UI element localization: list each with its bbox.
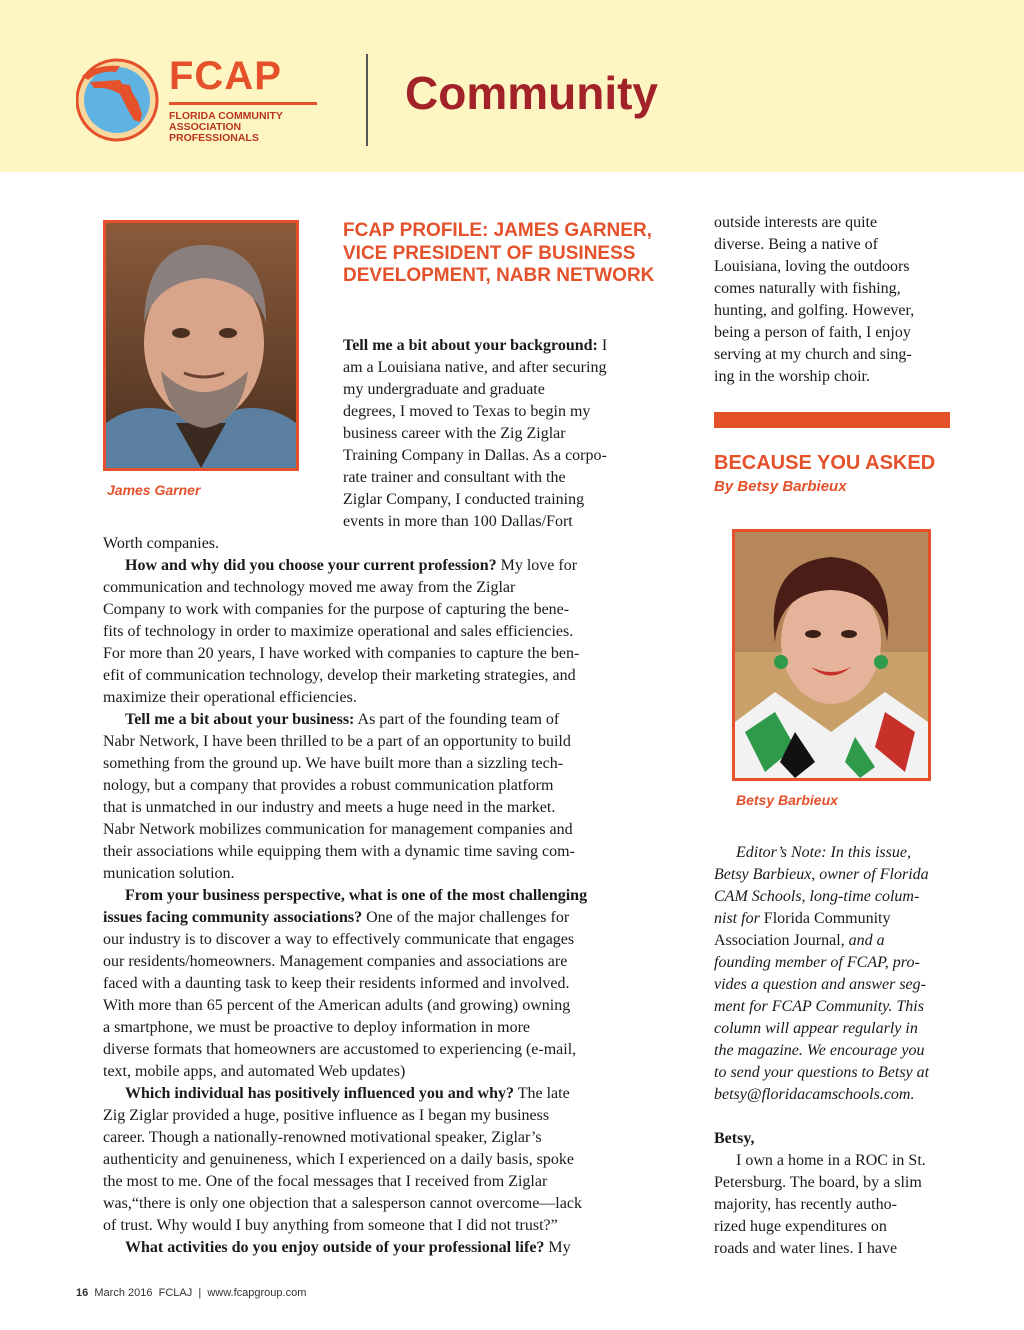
body-text: , and a [840, 932, 885, 949]
body-text: our industry is to discover a way to effectively communicate that engages [103, 931, 575, 948]
question-text: Tell me a bit about your business: [125, 711, 355, 728]
text-line [103, 1237, 663, 1259]
text-line [103, 1083, 663, 1105]
body-text: Nabr Network mobilizes communication for management companies and [103, 821, 573, 838]
text-line [714, 1172, 954, 1194]
body-text: majority, has recently autho- [714, 1196, 897, 1213]
text-line [343, 445, 653, 467]
james-garner-photo [103, 220, 299, 471]
question-text: What activities do you enjoy outside of your professional life? [125, 1239, 545, 1256]
page-footer [76, 1287, 306, 1299]
text-line [343, 401, 653, 423]
body-text: nist for [714, 910, 764, 927]
text-line: comes naturally with fishing, [714, 280, 901, 297]
body-text: maximize their operational efficiencies. [103, 689, 357, 706]
body-text: events in more than 100 Dallas/Fort [343, 513, 573, 530]
text-line [103, 775, 663, 797]
profile-heading: FCAP PROFILE: JAMES GARNER, VICE PRESIDENT OF BUSINESS DEVELOPMENT, NABR NETWORK [343, 220, 655, 286]
salutation: Betsy, [714, 1130, 755, 1147]
body-text: founding member of FCAP, pro- [714, 954, 920, 971]
text-line: serving at my church and sing- [714, 346, 912, 363]
website-link[interactable]: www.fcapgroup.com [207, 1287, 307, 1299]
text-line [714, 1062, 954, 1084]
body-text: I own a home in a ROC in St. [736, 1152, 926, 1169]
text-line [103, 577, 663, 599]
question-text: How and why did you choose your current profession? [125, 557, 497, 574]
publication-name: Florida Community [763, 910, 891, 927]
body-text: my undergraduate and graduate [343, 381, 545, 398]
text-line [103, 1149, 663, 1171]
text-line [103, 1105, 663, 1127]
body-text: Training Company in Dallas. As a corpo- [343, 447, 607, 464]
editors-note [714, 842, 954, 1106]
body-text: roads and water lines. I have [714, 1240, 898, 1257]
body-text: Editor’s Note: In this issue, [736, 844, 911, 861]
text-line [103, 1061, 663, 1083]
body-text: CAM Schools, long-time colum- [714, 888, 920, 905]
fcap-logo [76, 54, 326, 144]
question-text: Which individual has positively influenced you and why? [125, 1085, 514, 1102]
text-line: outside interests are quite [714, 214, 878, 231]
body-text: Petersburg. The board, by a slim [714, 1174, 922, 1191]
text-line [103, 863, 663, 885]
text-line [714, 1084, 954, 1106]
text-line [103, 643, 663, 665]
text-line: Louisiana, loving the outdoors [714, 258, 910, 275]
body-text: of trust. Why would I buy anything from someone that I did not trust?” [103, 1217, 558, 1234]
text-line [714, 952, 954, 974]
text-line [103, 995, 663, 1017]
text-line: ing in the worship choir. [714, 368, 870, 385]
text-line [103, 951, 663, 973]
page-header [0, 0, 1024, 172]
body-text: Ziglar Company, I conducted training [343, 491, 585, 508]
body-text: the most to me. One of the focal messages that I received from Ziglar [103, 1173, 548, 1190]
text-line [343, 423, 653, 445]
text-line [103, 907, 663, 929]
body-text: a smartphone, we must be proactive to deploy information in more [103, 1019, 530, 1036]
text-line: hunting, and golfing. However, [714, 302, 915, 319]
text-line [714, 908, 954, 930]
text-line: diverse. Being a native of [714, 236, 878, 253]
body-text: the magazine. We encourage you [714, 1042, 925, 1059]
body-text: Worth companies. [103, 535, 220, 552]
body-text: Company to work with companies for the purpose of capturing the bene- [103, 601, 570, 618]
betsy-barbieux-photo [732, 529, 931, 781]
text-line [103, 687, 663, 709]
text-line [103, 1017, 663, 1039]
body-text: to send your questions to Betsy at [714, 1064, 930, 1081]
text-line [103, 555, 663, 577]
text-line [714, 864, 954, 886]
text-line [714, 1040, 954, 1062]
text-line [343, 489, 653, 511]
body-text: nology, but a company that provides a robust communication platform [103, 777, 554, 794]
profile-body [103, 533, 663, 1259]
profile-continued [714, 212, 954, 388]
footer-separator: | [198, 1287, 202, 1299]
body-text: career. Though a nationally-renowned motivational speaker, Ziglar’s [103, 1129, 542, 1146]
body-text: For more than 20 years, I have worked with companies to capture the ben- [103, 645, 580, 662]
header-divider [366, 54, 368, 146]
text-line [714, 930, 954, 952]
because-you-asked-heading: BECAUSE YOU ASKED [714, 452, 936, 474]
body-text: rized huge expenditures on [714, 1218, 887, 1235]
text-line [714, 1018, 954, 1040]
text-line [714, 1216, 954, 1238]
body-text: communication and technology moved me away from the Ziglar [103, 579, 516, 596]
text-line [343, 467, 653, 489]
body-text: As part of the founding team of [354, 711, 560, 728]
body-text: degrees, I moved to Texas to begin my [343, 403, 591, 420]
body-text: betsy@floridacamschools.com. [714, 1086, 915, 1103]
body-text: authenticity and genuineness, which I experienced on a daily basis, spoke [103, 1151, 574, 1168]
body-text: something from the ground up. We have built more than a sizzling tech- [103, 755, 564, 772]
body-text: column will appear regularly in [714, 1020, 918, 1037]
text-line [714, 1194, 954, 1216]
body-text: I [597, 337, 608, 354]
text-line [714, 1238, 954, 1260]
text-line: being a person of faith, I enjoy [714, 324, 911, 341]
body-text: Betsy Barbieux, owner of Florida [714, 866, 929, 883]
text-line [103, 1171, 663, 1193]
text-line [343, 357, 653, 379]
body-text: diverse formats that homeowners are accustomed to experiencing (e-mail, [103, 1041, 577, 1058]
body-text: rate trainer and consultant with the [343, 469, 566, 486]
body-text: text, mobile apps, and automated Web updates) [103, 1063, 406, 1080]
text-line [103, 1193, 663, 1215]
body-text: One of the major challenges for [362, 909, 570, 926]
body-text: faced with a daunting task to keep their residents informed and involved. [103, 975, 570, 992]
body-text: that is unmatched in our industry and meets a huge need in the market. [103, 799, 556, 816]
text-line [103, 973, 663, 995]
logo-sub-line: FLORIDA COMMUNITY [169, 110, 283, 122]
logo-brand: FCAP [169, 54, 282, 98]
text-line [103, 621, 663, 643]
text-line [103, 753, 663, 775]
text-line [343, 335, 653, 357]
text-line [714, 996, 954, 1018]
publication-name: Association Journal [714, 932, 841, 949]
text-line [103, 665, 663, 687]
journal-name: FCLAJ [158, 1287, 193, 1299]
body-text: munication solution. [103, 865, 235, 882]
text-line [103, 731, 663, 753]
reader-letter [714, 1128, 954, 1260]
text-line [103, 929, 663, 951]
body-text: ment for FCAP Community. This [714, 998, 924, 1015]
issue-date: March 2016 [94, 1287, 153, 1299]
body-text: efit of communication technology, develop their marketing strategies, and [103, 667, 576, 684]
body-text: fits of technology in order to maximize operational and sales efficiencies. [103, 623, 574, 640]
text-line [103, 841, 663, 863]
body-text: The late [514, 1085, 570, 1102]
question-text: issues facing community associations? [103, 909, 363, 926]
text-line [103, 1215, 663, 1237]
florida-globe-icon [76, 58, 162, 144]
byline: By Betsy Barbieux [714, 478, 847, 495]
text-line [103, 709, 663, 731]
james-garner-caption: James Garner [107, 482, 201, 498]
text-line [103, 1039, 663, 1061]
body-text: their associations while equipping them with a dynamic time saving com- [103, 843, 575, 860]
text-line [714, 886, 954, 908]
profile-intro [343, 335, 653, 533]
body-text: am a Louisiana native, and after securing [343, 359, 607, 376]
text-line [103, 797, 663, 819]
body-text: vides a question and answer seg- [714, 976, 926, 993]
logo-subtitle [169, 111, 326, 144]
text-line [343, 379, 653, 401]
section-title: Community [405, 67, 658, 119]
text-line [343, 511, 653, 533]
body-text: was,“there is only one objection that a salesperson cannot overcome—lack [103, 1195, 582, 1212]
text-line [103, 1127, 663, 1149]
text-line [714, 842, 954, 864]
logo-sub-line: ASSOCIATION PROFESSIONALS [169, 121, 259, 144]
text-line [714, 1150, 954, 1172]
body-text: My [544, 1239, 571, 1256]
text-line [103, 885, 663, 907]
body-text: our residents/homeowners. Management companies and associations are [103, 953, 568, 970]
page-number: 16 [76, 1287, 89, 1299]
body-text: Nabr Network, I have been thrilled to be a part of an opportunity to build [103, 733, 571, 750]
question-text: From your business perspective, what is one of the most challenging [125, 887, 588, 904]
text-line [714, 974, 954, 996]
section-divider-bar [714, 412, 950, 428]
betsy-barbieux-caption: Betsy Barbieux [736, 792, 838, 808]
body-text: business career with the Zig Ziglar [343, 425, 566, 442]
logo-underline [169, 102, 317, 105]
body-text: With more than 65 percent of the American adults (and growing) owning [103, 997, 571, 1014]
text-line [103, 819, 663, 841]
question-text: Tell me a bit about your background: [343, 337, 598, 354]
text-line [103, 599, 663, 621]
text-line [103, 533, 663, 555]
body-text: My love for [496, 557, 578, 574]
body-text: Zig Ziglar provided a huge, positive influence as I began my business [103, 1107, 550, 1124]
